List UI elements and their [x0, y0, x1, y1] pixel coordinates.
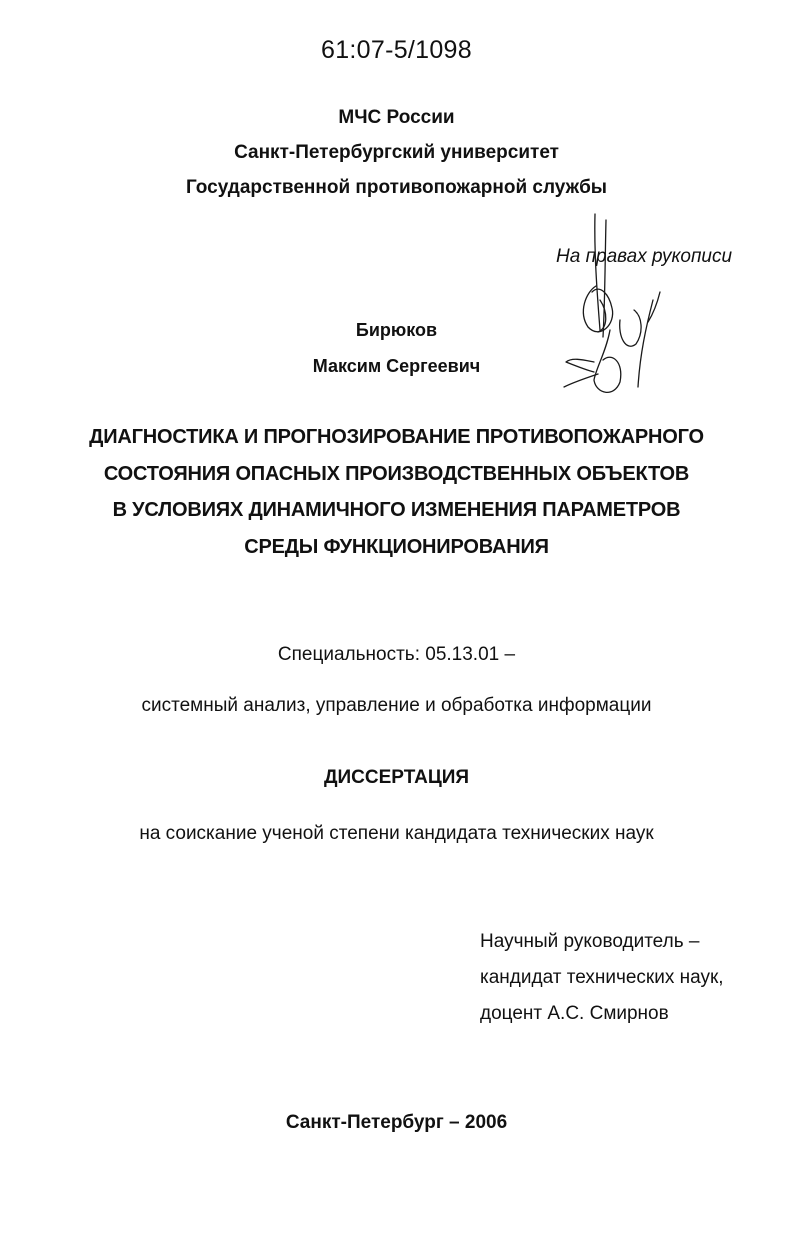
- document-type: ДИССЕРТАЦИЯ: [323, 767, 470, 788]
- manuscript-note: На правах рукописи: [556, 246, 733, 267]
- dissertation-title-line-1: ДИАГНОСТИКА И ПРОГНОЗИРОВАНИЕ ПРОТИВОПОЖАРНОГО: [89, 426, 704, 448]
- author-given-names: Максим Сергеевич: [312, 356, 481, 376]
- advisor-name: доцент А.С. Смирнов: [480, 1003, 669, 1024]
- organization-line-1: МЧС России: [338, 107, 455, 128]
- degree-description: на соискание ученой степени кандидата технических наук: [139, 823, 654, 844]
- advisor-role: Научный руководитель –: [480, 931, 700, 952]
- advisor-degree: кандидат технических наук,: [480, 967, 724, 988]
- organization-line-2: Санкт-Петербургский университет: [234, 142, 559, 163]
- catalog-number: 61:07-5/1098: [321, 36, 472, 64]
- organization-line-3: Государственной противопожарной службы: [185, 177, 608, 198]
- dissertation-title-line-2: СОСТОЯНИЯ ОПАСНЫХ ПРОИЗВОДСТВЕННЫХ ОБЪЕКТОВ: [103, 463, 690, 485]
- specialty-code: Специальность: 05.13.01 –: [277, 644, 516, 665]
- dissertation-title-line-3: В УСЛОВИЯХ ДИНАМИЧНОГО ИЗМЕНЕНИЯ ПАРАМЕТРОВ: [112, 499, 681, 521]
- author-surname: Бирюков: [355, 320, 438, 340]
- specialty-name: системный анализ, управление и обработка информации: [141, 695, 652, 716]
- place-and-year: Санкт-Петербург – 2006: [285, 1112, 508, 1133]
- dissertation-title-line-4: СРЕДЫ ФУНКЦИОНИРОВАНИЯ: [244, 536, 549, 558]
